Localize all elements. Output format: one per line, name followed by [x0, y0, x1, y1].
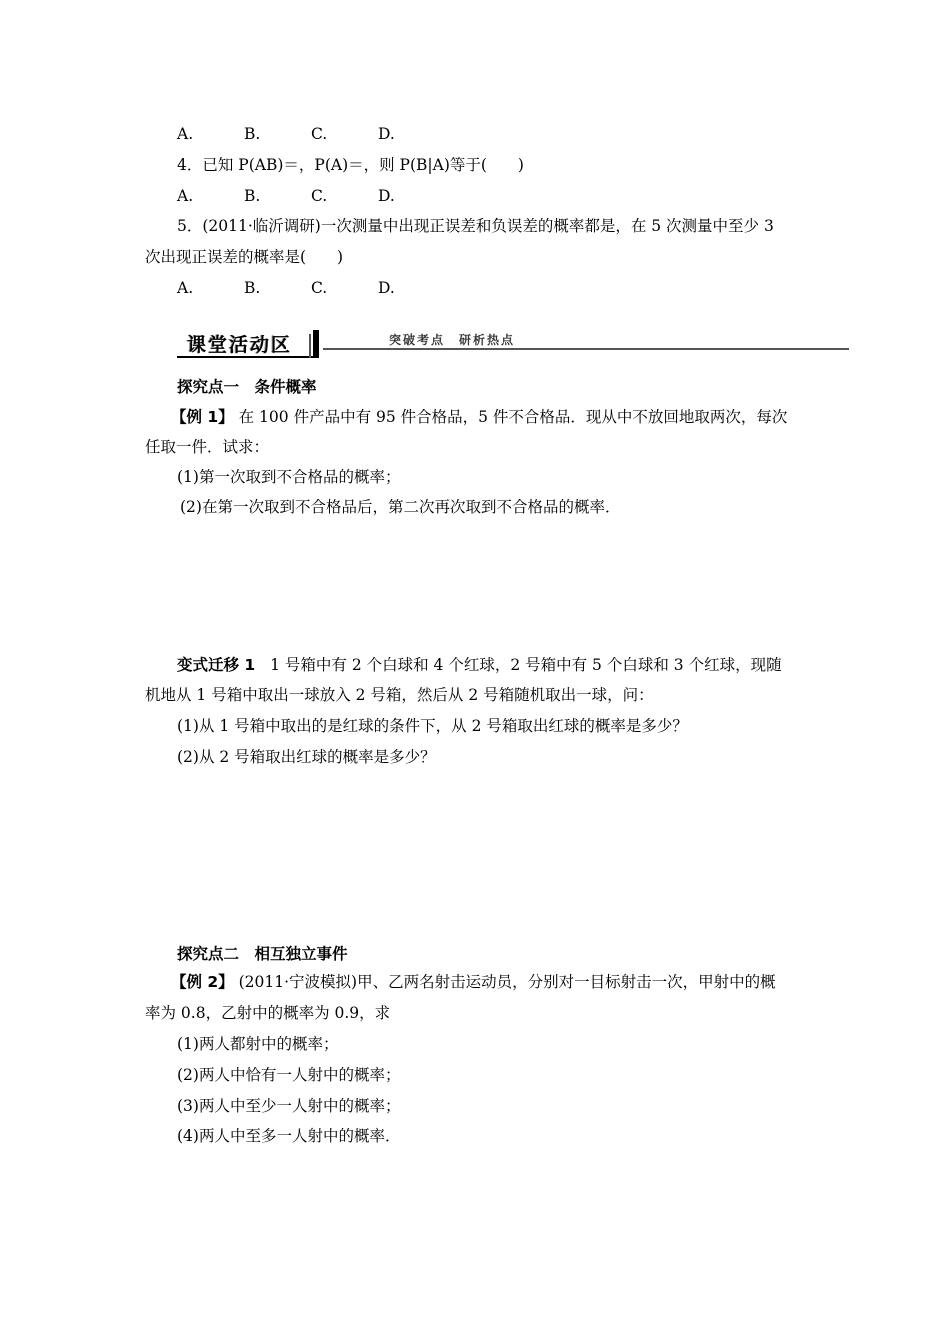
- q4-option-d: D.: [378, 187, 395, 205]
- example-1-line-1: [171, 407, 787, 427]
- variant-1-tag: 变式迁移 1: [177, 656, 256, 674]
- banner-underline: [177, 356, 317, 358]
- variant-1-line-2: 机地从 1 号箱中取出一球放入 2 号箱，然后从 2 号箱随机取出一球，问：: [145, 686, 654, 704]
- example-1-item-1: (1)第一次取到不合格品的概率；: [177, 468, 401, 486]
- example-1-line-2: 任取一件．试求：: [145, 438, 270, 456]
- option-a: A.: [177, 125, 194, 143]
- example-1-item-2: (2)在第一次取到不合格品后，第二次再次取到不合格品的概率．: [180, 498, 621, 516]
- example-2-line-1: [171, 972, 776, 992]
- example-1-text: 在 100 件产品中有 95 件合格品，5 件不合格品．现从中不放回地取两次，每次: [238, 408, 788, 426]
- variant-1-line-1: [177, 655, 782, 675]
- q4-option-a: A.: [177, 187, 194, 205]
- variant-1-item-2: (2)从 2 号箱取出红球的概率是多少？: [177, 748, 436, 766]
- example-2-tag: 【例 2】: [171, 973, 234, 991]
- variant-1-item-1: (1)从 1 号箱中取出的是红球的条件下，从 2 号箱取出红球的概率是多少？: [177, 717, 688, 735]
- example-1-tag: 【例 1】: [171, 408, 234, 426]
- section-2-heading: 探究点二 相互独立事件: [177, 945, 348, 963]
- q4-option-b: B.: [244, 187, 261, 205]
- question-5-line-1: 5．(2011·临沂调研)一次测量中出现正误差和负误差的概率都是，在 5 次测量中至少 3: [177, 217, 774, 235]
- option-c: C.: [311, 125, 328, 143]
- example-2-item-4: (4)两人中至多一人射中的概率．: [177, 1127, 401, 1145]
- banner-divider-thin: [309, 334, 311, 358]
- q5-option-d: D.: [378, 279, 395, 297]
- banner-subtitle: 突破考点 研析热点: [389, 333, 516, 347]
- banner-title: 课堂活动区: [187, 334, 293, 356]
- example-2-item-3: (3)两人中至少一人射中的概率；: [177, 1097, 401, 1115]
- example-2-item-2: (2)两人中恰有一人射中的概率；: [177, 1066, 401, 1084]
- q5-option-a: A.: [177, 279, 194, 297]
- example-2-line-2: 率为 0.8，乙射中的概率为 0.9，求: [145, 1004, 391, 1022]
- question-4: 4．已知 P(AB)＝，P(A)＝，则 P(B|A)等于( ): [177, 156, 524, 174]
- q4-option-c: C.: [311, 187, 328, 205]
- option-d: D.: [378, 125, 395, 143]
- banner-rule: [323, 348, 849, 350]
- q5-option-c: C.: [311, 279, 328, 297]
- section-banner: [177, 326, 849, 362]
- variant-1-text: 1 号箱中有 2 个白球和 4 个红球，2 号箱中有 5 个白球和 3 个红球，现随: [270, 656, 782, 674]
- example-2-item-1: (1)两人都射中的概率；: [177, 1035, 339, 1053]
- example-2-text: (2011·宁波模拟)甲、乙两名射击运动员，分别对一目标射击一次，甲射中的概: [238, 973, 776, 991]
- question-5-line-2: 次出现正误差的概率是( ): [145, 248, 344, 266]
- q5-option-b: B.: [244, 279, 261, 297]
- option-b: B.: [244, 125, 261, 143]
- section-1-heading: 探究点一 条件概率: [177, 378, 317, 396]
- banner-divider: [313, 330, 319, 358]
